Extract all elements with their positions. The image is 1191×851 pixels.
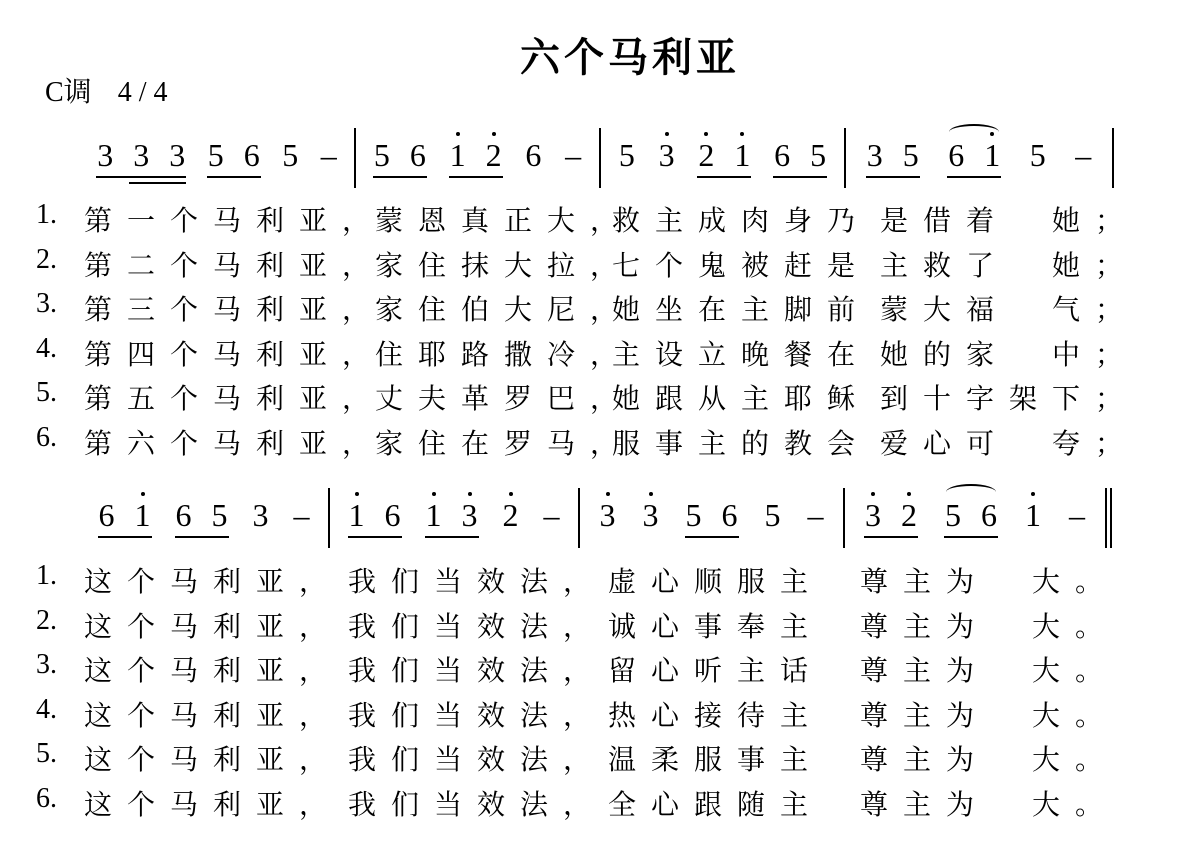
note-group [1068, 488, 1086, 536]
lyric-phrase: 住耶路撒冷， [375, 337, 634, 371]
lyric-phrase: 尊主为 大。 [860, 609, 1119, 643]
note-group [764, 488, 782, 536]
note-group [293, 488, 311, 536]
lyric-phrase: 丈夫革罗巴， [375, 382, 634, 415]
note-group [1024, 488, 1042, 536]
lyric-phrase: 主救了 她； [880, 248, 1139, 282]
note: 2 [502, 488, 520, 532]
beamed-note-group [449, 128, 503, 178]
lyric-phrase: 这个马利亚， [84, 743, 343, 776]
note: 3 [461, 488, 479, 532]
key: C调 [45, 77, 92, 108]
lyric-phrase: 主设立晚餐在 [612, 337, 871, 371]
note: 6 [948, 137, 965, 173]
note: 6 [774, 137, 791, 173]
verse-row [0, 694, 1191, 730]
verse-number: 2. [36, 604, 57, 636]
beamed-note-group [175, 488, 229, 538]
note-group [642, 488, 660, 536]
measure [601, 128, 846, 188]
verse-number: 4. [36, 332, 57, 364]
note: 1 [449, 128, 467, 172]
slur [946, 484, 996, 500]
measure [580, 488, 845, 548]
verse-number: 3. [36, 649, 57, 680]
dash-extension: – [1069, 497, 1085, 533]
slur [949, 124, 999, 140]
lyric-phrase: 这个马利亚， [84, 565, 343, 598]
lyric-phrase: 蒙大福 气； [880, 293, 1139, 326]
lyric-phrase: 尊主为 大。 [860, 698, 1119, 732]
verse-row [0, 783, 1191, 819]
double-underline [129, 182, 187, 184]
lyric-phrase: 尊主为 大。 [860, 565, 1119, 598]
lyric-phrase: 诚心事奉主 [608, 609, 824, 643]
lyric-phrase: 虚心顺服主 [608, 565, 824, 598]
lyric-phrase: 尊主为 大。 [860, 743, 1119, 776]
time-signature: 4 / 4 [117, 77, 168, 108]
note: 5 [373, 137, 390, 173]
note: 5 [282, 137, 299, 173]
lyric-phrase: 我们当效法， [348, 609, 607, 643]
note: 5 [211, 497, 228, 533]
note: 5 [618, 137, 635, 173]
lyric-phrase: 温柔服事主 [608, 743, 824, 776]
note: 5 [764, 497, 781, 533]
lyric-phrase: 第二个马利亚， [84, 248, 386, 282]
note: 3 [169, 137, 186, 173]
verse-row [0, 244, 1191, 280]
verse-number: 6. [36, 782, 57, 814]
note: 2 [900, 488, 918, 532]
note: 6 [243, 137, 260, 173]
beamed-note-group [697, 128, 751, 178]
beamed-note-group [944, 488, 998, 538]
verse-row [0, 560, 1191, 596]
lyric-phrase: 第四个马利亚， [84, 337, 386, 371]
verse-row [0, 649, 1191, 685]
verse-row [0, 738, 1191, 774]
note-group [599, 488, 617, 536]
lyric-phrase: 这个马利亚， [84, 609, 343, 643]
lyric-phrase: 蒙恩真正大， [375, 204, 634, 237]
dash-extension: – [543, 497, 560, 533]
lyric-phrase: 我们当效法， [348, 787, 607, 821]
measure [356, 128, 601, 188]
lyric-phrase: 她的家 中； [880, 337, 1139, 371]
note: 5 [902, 137, 919, 173]
measure [80, 488, 330, 548]
note: 3 [658, 128, 676, 172]
verse-number: 3. [36, 288, 57, 319]
lyric-phrase: 第一个马利亚， [84, 204, 386, 237]
measure [846, 128, 1114, 188]
notation-line-1 [80, 128, 1114, 188]
note-group [281, 128, 299, 176]
note: 1 [983, 128, 1001, 172]
beamed-note-group [685, 488, 739, 538]
note: 6 [525, 137, 542, 173]
beamed-note-group [425, 488, 479, 538]
lyric-phrase: 家住伯大尼， [375, 293, 634, 326]
beamed-note-group [373, 128, 427, 178]
lyric-phrase: 我们当效法， [348, 654, 607, 687]
note: 6 [721, 497, 738, 533]
beamed-note-group [96, 128, 186, 178]
verse-number: 1. [36, 199, 57, 230]
note: 6 [384, 497, 401, 533]
notation-line-2 [80, 488, 1112, 548]
note: 1 [733, 128, 751, 172]
measure [845, 488, 1112, 548]
note-group [502, 488, 520, 536]
beamed-note-group [773, 128, 827, 178]
verse-row [0, 199, 1191, 235]
lyric-phrase: 我们当效法， [348, 743, 607, 776]
note: 1 [1024, 488, 1042, 532]
lyric-phrase: 第五个马利亚， [84, 382, 386, 415]
dash-extension: – [565, 137, 582, 173]
beamed-note-group [207, 128, 261, 178]
note: 3 [252, 497, 269, 533]
verse-number: 5. [36, 377, 57, 408]
note: 5 [945, 497, 961, 533]
note: 3 [133, 137, 150, 173]
note-group [618, 128, 636, 176]
note: 3 [864, 488, 882, 532]
lyric-phrase: 全心跟随主 [608, 787, 824, 821]
lyric-phrase: 她坐在主脚前 [612, 293, 871, 326]
note: 3 [97, 137, 114, 173]
verse-row [0, 605, 1191, 641]
measure [80, 128, 356, 188]
lyric-phrase: 家住抹大拉， [375, 248, 634, 282]
lyric-phrase: 七个鬼被赶是 [612, 248, 871, 282]
lyric-phrase: 家住在罗马， [375, 426, 634, 460]
note: 2 [485, 128, 503, 172]
beamed-note-group [947, 128, 1001, 178]
lyric-phrase: 尊主为 大。 [860, 787, 1119, 821]
lyric-phrase: 第六个马利亚， [84, 426, 386, 460]
note: 2 [697, 128, 715, 172]
verse-row [0, 333, 1191, 369]
measure [330, 488, 580, 548]
note: 1 [348, 488, 366, 532]
lyric-phrase: 第三个马利亚， [84, 293, 386, 326]
lyric-phrase: 是借着 她； [880, 204, 1139, 237]
key-signature [45, 70, 193, 110]
beamed-note-group [348, 488, 402, 538]
note-group [564, 128, 582, 176]
lyric-phrase: 我们当效法， [348, 698, 607, 732]
note-group [543, 488, 561, 536]
beamed-note-group [866, 128, 920, 178]
verse-row [0, 422, 1191, 458]
note: 1 [425, 488, 443, 532]
lyric-phrase: 服事主的教会 [612, 426, 871, 460]
note-group [1029, 128, 1047, 176]
note-group [252, 488, 270, 536]
note: 6 [98, 497, 115, 533]
verse-number: 4. [36, 693, 57, 725]
lyric-phrase: 我们当效法， [348, 565, 607, 598]
note-group [524, 128, 542, 176]
note: 6 [175, 497, 192, 533]
note: 5 [207, 137, 224, 173]
note: 5 [810, 137, 827, 173]
note: 1 [134, 488, 152, 532]
verse-number: 5. [36, 738, 57, 769]
lyric-phrase: 爱心可 夸； [880, 426, 1139, 460]
lyric-phrase: 热心接待主 [608, 698, 824, 732]
verse-number: 1. [36, 560, 57, 591]
verse-number: 2. [36, 243, 57, 275]
note: 6 [409, 137, 426, 173]
note: 3 [642, 488, 660, 532]
lyric-phrase: 这个马利亚， [84, 787, 343, 821]
lyric-phrase: 救主成肉身乃 [612, 204, 871, 237]
note-group [807, 488, 825, 536]
dash-extension: – [293, 497, 310, 533]
verse-number: 6. [36, 421, 57, 453]
dash-extension: – [1075, 137, 1092, 173]
note: 5 [685, 497, 702, 533]
dash-extension: – [807, 497, 824, 533]
verse-row [0, 288, 1191, 324]
note: 3 [599, 488, 617, 532]
lyric-phrase: 这个马利亚， [84, 654, 343, 687]
song-title: 六个马利亚 [520, 35, 740, 81]
lyric-phrase: 留心听主话 [608, 654, 824, 687]
lyric-phrase: 这个马利亚， [84, 698, 343, 732]
note: 5 [1029, 137, 1046, 173]
note-group [658, 128, 676, 176]
verse-row [0, 377, 1191, 413]
dash-extension: – [320, 137, 337, 173]
lyric-phrase: 到十字架下； [880, 382, 1139, 415]
note: 3 [866, 137, 883, 173]
note: 6 [981, 497, 997, 533]
note-group [1074, 128, 1092, 176]
lyric-phrase: 她跟从主耶稣 [612, 382, 871, 415]
note-group [320, 128, 338, 176]
lyric-phrase: 尊主为 大。 [860, 654, 1119, 687]
beamed-note-group [864, 488, 918, 538]
beamed-note-group [98, 488, 152, 538]
